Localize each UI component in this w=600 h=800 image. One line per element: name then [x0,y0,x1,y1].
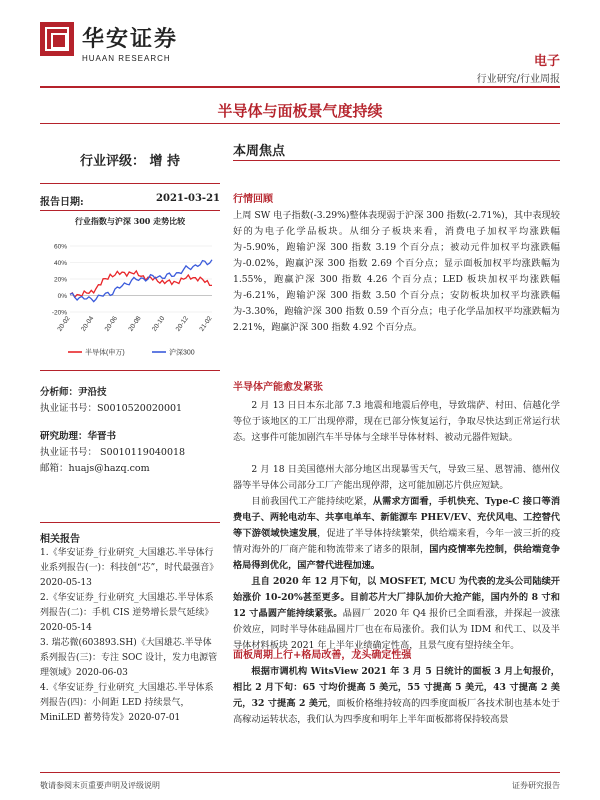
related-reports-heading: 相关报告 [40,534,80,545]
section-heading-market-review: 行情回顾 [233,194,273,205]
paragraph-capacity [233,494,560,574]
rating-label: 行业评级： [79,154,145,169]
related-report-item[interactable]: 4.《华安证券_行业研究_大国雄芯.半导体系列报告(四)：小间距 LED 持续景气，MiniLED 蓄势待发》2020-07-01 [40,683,214,723]
date-divider [40,210,220,211]
x-tick-label: 20-08 [127,315,143,333]
paragraph-market-review: 上周 SW 电子指数(-3.29%)整体表现弱于沪深 300 指数(-2.71%)，其中表现较好的为电子化学品板块。从细分子板块来看，消费电子加权平均涨跌幅为-5.90%，跑输沪深 300 指数 3.19 个百分点；被动元件加权平均涨跌幅为-0.02%，跑赢沪深 300 指数 2.69 个百分点；显示面板加权平均涨跌幅为 1.55%，跑赢沪深 300 指数 4.26 个百分点；LED 板块加权平均涨跌幅为-6.21%，跑输沪深 300 指数 3.50 个百分点；安防板块加权平均涨跌幅为-3.30%，跑输沪深 300 指数 0.59 个百分点；电子化学品加权平均涨跌幅为 2.21%，跑赢沪深 300 指数 4.92 个百分点。 [233,210,560,333]
date-value: 2021-03-21 [156,193,220,204]
report-date-row [40,193,220,208]
price-hike-text-a: 且自 2020 年 12 月下旬，以 MOSFET, MCU 为代表的龙头公司陆续开始涨价 10-20%甚至更多。目前芯片大厂排队加价大抢产能，国内外的 8 寸和 12 寸晶圆产能持续紧张。 [233,576,560,619]
logo-subtitle: HUAAN RESEARCH [82,54,171,63]
rating-divider [40,183,220,184]
paragraph-texas-storm: 2 月 18 日美国德州大部分地区出现暴雪天气，导致三星、恩智浦、德州仪器等半导体公司部分工厂产能出现停滞，这可能加剧芯片供应短缺。 [233,464,560,491]
focus-heading: 本周焦点 [233,144,286,159]
analyst-info [40,385,220,477]
y-tick-label: 40% [53,260,67,267]
related-reports-list [40,546,220,726]
assistant-cert: 执业证书号： S0010119040018 [40,447,186,458]
y-tick-label: 20% [53,276,67,284]
email-link[interactable]: 邮箱：huajs@hazq.com [40,463,150,474]
series-line-0 [70,271,212,297]
logo-seal-icon [40,22,74,56]
company-logo [40,22,190,72]
capacity-text-d: 国内疫情率先控制，供给端竞争格局得到优化，国产替代进程加速。 [233,544,561,571]
x-tick-label: 21-02 [198,315,214,333]
legend-label: 半导体(申万) [85,349,125,357]
analyst-name: 尹沿技 [78,387,107,398]
paragraph-japan-quake: 2 月 13 日日本东北部 7.3 地震和地震后停电，导致瑞萨、村田、信越化学等位于该地区的工厂出现停滞，现在已部分恢复运行，争取尽快达到正常运行状态。这事件可能加剧汽车半导体与全球半导体材料、被动元器件短缺。 [233,400,560,443]
footer-disclaimer[interactable]: 敬请参阅末页重要声明及评级说明 [40,781,160,790]
related-divider [40,522,220,523]
footer-divider [40,772,560,773]
title-divider [40,123,560,124]
section-heading-semiconductor: 半导体产能愈发紧张 [233,382,323,393]
rating-value: 增 持 [149,154,181,169]
related-report-item[interactable]: 3. 瑞芯微(603893.SH)《大国雄芯.半导体系列报告(三)：专注 SOC 设计，发力电源管理领域》2020-06-03 [40,638,218,678]
x-tick-label: 20-02 [56,315,72,333]
x-tick-label: 20-10 [151,315,167,333]
chart-divider [40,370,220,371]
legend-label: 沪深300 [169,349,195,357]
industry-rating [40,150,220,169]
doc-type-label: 行业研究/行业周报 [476,74,560,85]
price-hike-text-b: 晶圆厂 2020 年 Q4 报价已全面看涨，并探起一波涨价效应，同时半导体硅晶圆片厂也在布局涨价。我们认为 IDM 和代工、以及半导体材料板块 2021 年上半年业绩确定性高，且景气度有望持续全年。 [233,608,560,651]
panel-text-b: ，面板价格维持较高的四季度面板厂各技术制也基本处于高稼动运转状态，我们认为四季度和明年上半年面板都将保持较高景 [233,698,560,725]
analyst-cert: 执业证书号：S0010520020001 [40,403,183,414]
x-tick-label: 20-12 [174,315,190,333]
panel-text-a: 根据市调机构 WitsView 2021 年 3 月 5 日统计的面板 3 月上旬报价，相比 2 月下旬：65 寸均价提高 5 美元，55 寸提高 5 美元，43 寸提高 2 美元，32 寸提高 2 美元 [233,666,560,709]
paragraph-panel [233,664,560,764]
capacity-text-b: 从需求方面看，手机快充、Type-C 接口等消费电子、两轮电动车、共享电单车、新能源车 PHEV/EV、充伏风电、工控替代等下游领域快速发展 [233,496,561,539]
related-report-item[interactable]: 2.《华安证券_行业研究_大国雄芯.半导体系列报告(二)：手机 CIS 逆势增长景气延续》2020-05-14 [40,593,214,633]
focus-divider [233,160,560,161]
y-tick-label: -20% [51,309,67,317]
chart-title: 行业指数与沪深 300 走势比较 [74,216,186,226]
sector-label: 电子 [533,54,560,69]
y-tick-label: 0% [57,293,67,300]
y-tick-label: 60% [53,243,67,251]
footer-label: 证券研究报告 [512,781,560,790]
capacity-text-c: ，促进了半导体持续繁荣，供给端来看，今年一波三折的疫情对海外的厂商产能和物流带来了诸多的限制， [233,528,561,555]
analyst-label: 分析师： [40,387,79,398]
related-report-item[interactable]: 1.《华安证券_行业研究_大国雄芯.半导体行业系列报告(一)：科技创“芯”，时代最强音》2020-05-13 [40,548,219,588]
assistant-label: 研究助理： [40,431,88,442]
capacity-text-a: 目前我国代工产能持续吃紧， [251,496,373,507]
assistant-name: 华晋书 [87,431,117,442]
date-label: 报告日期: [40,197,84,208]
section-heading-panel: 面板周期上行+格局改善，龙头确定性强 [233,650,412,661]
paragraph-price-hike [233,574,560,654]
index-comparison-chart [40,232,220,362]
report-title: 半导体与面板景气度持续 [217,102,383,120]
x-tick-label: 20-06 [103,315,119,333]
logo-text: 华安证券 [82,26,179,52]
x-tick-label: 20-04 [80,315,96,333]
header-divider [40,86,560,88]
